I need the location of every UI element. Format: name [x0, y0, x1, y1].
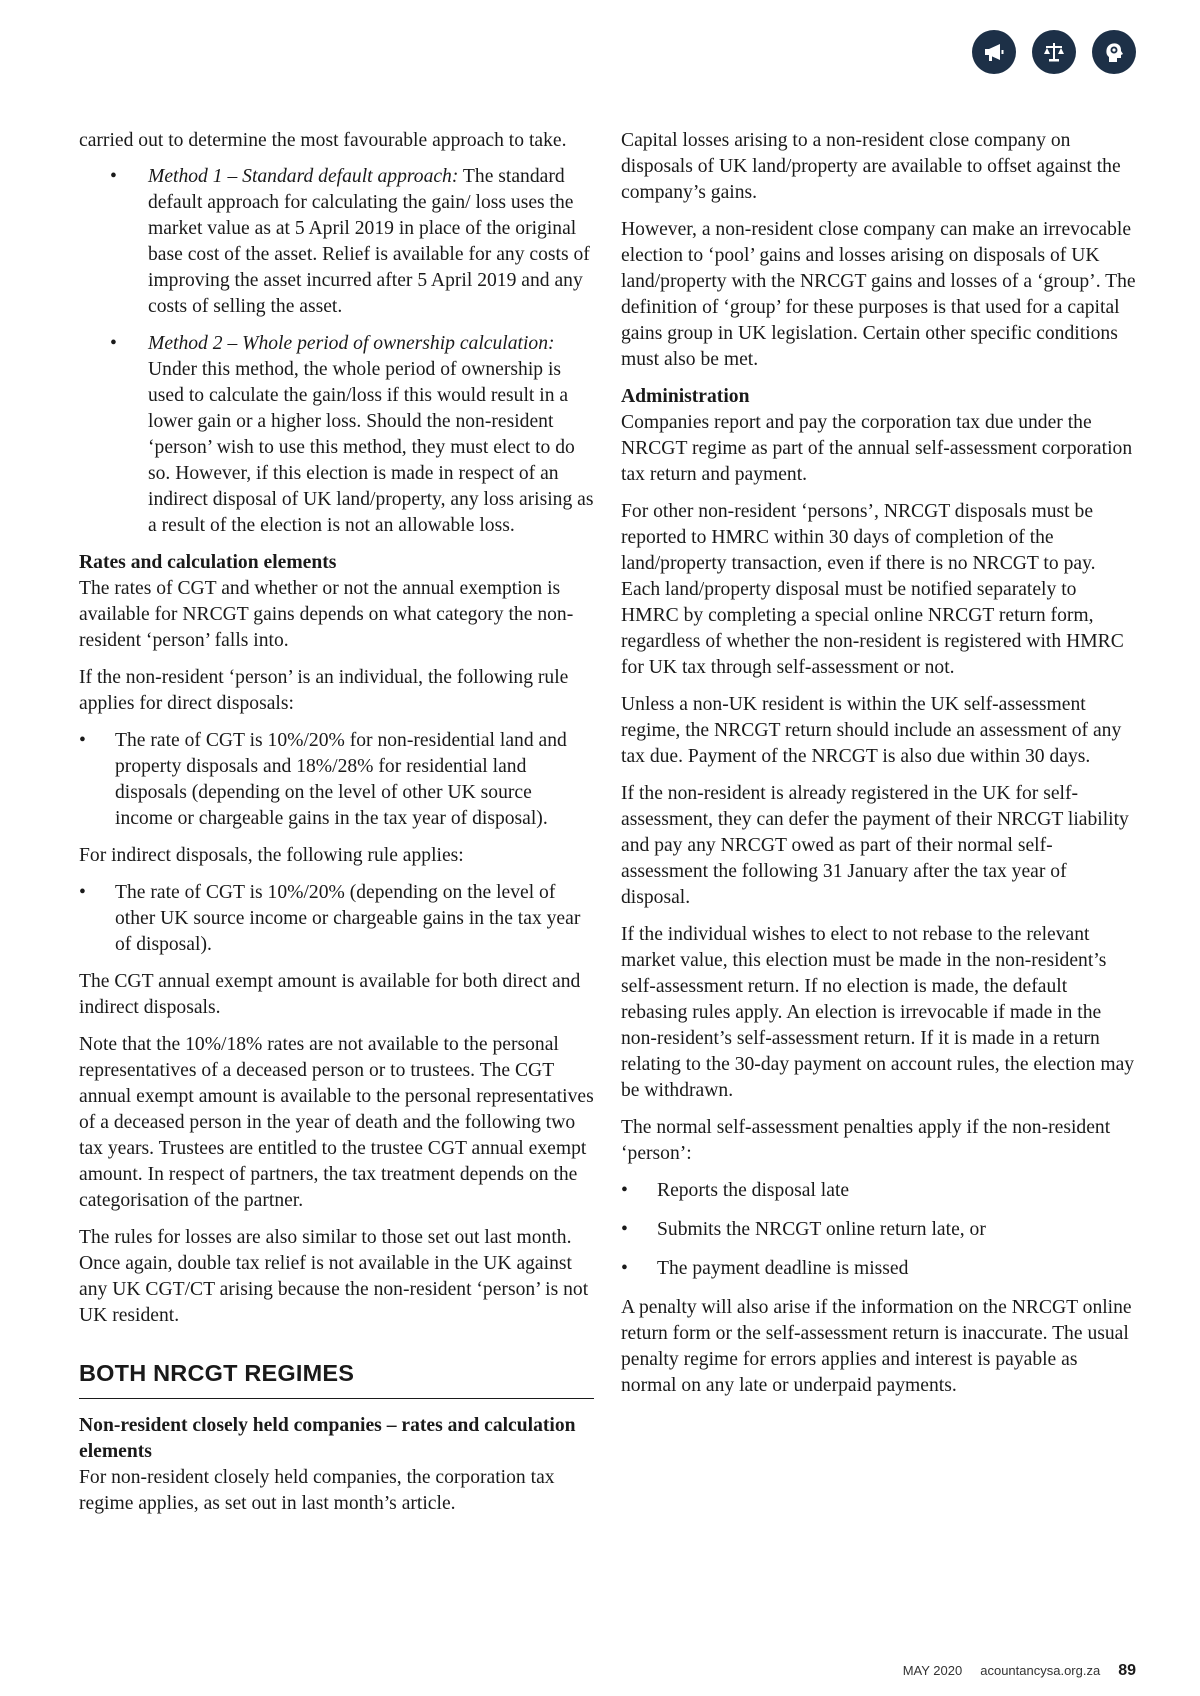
left-column: [79, 128, 594, 1528]
method-2-label: Method 2 – Whole period of ownership calculation:: [148, 333, 555, 354]
penalty-intro: The normal self-assessment penalties apply if the non-resident ‘person’:: [621, 1117, 1111, 1164]
section-heading: BOTH NRCGT REGIMES: [79, 1358, 594, 1399]
capital-losses-paragraph: Capital losses arising to a non-resident close company on disposals of UK land/property are available to offset against the company’s gains.: [621, 130, 1121, 203]
note-paragraph: Note that the 10%/18% rates are not available to the personal representatives of a deceased person or to trustees. The CGT annual exempt amount is available to the personal representatives of a deceased person in the year of death and the following two tax years. Trustees are entitled to the trustee CGT annual exempt amount. In respect of partners, the tax treatment depends on the categorisation of the partner.: [79, 1034, 594, 1211]
close-company-heading: Non-resident closely held companies – rates and calculation elements: [79, 1415, 576, 1462]
admin-paragraph-5: If the individual wishes to elect to not rebase to the relevant market value, this election must be made in the non-resident’s self-assessment return. If no election is made, the default rebasing rules apply. An election is irrevocable if made in the non-resident’s self-assessment return. If it is made in a return relating to the 30-day payment on account rules, the election may be withdrawn.: [621, 924, 1135, 1101]
list-item: • The rate of CGT is 10%/20% (depending on the level of other UK source income or chargeable gains in the tax year of disposal).: [79, 880, 594, 958]
indirect-intro: For indirect disposals, the following rule applies:: [79, 845, 464, 866]
indirect-rules-list: [79, 880, 594, 958]
page-number: 89: [1118, 1662, 1136, 1679]
megaphone-icon: [972, 30, 1016, 74]
method-1-text: The standard default approach for calculating the gain/ loss uses the market value as at 5 April 2019 in place of the original base cost of the asset. Relief is available for any costs of improving the asset incurred after 5 April 2019 and any costs of selling the asset.: [148, 166, 590, 317]
rates-paragraph-1: The rates of CGT and whether or not the annual exemption is available for NRCGT gains depends on what category the non-resident ‘person’ falls into.: [79, 578, 574, 651]
close-company-paragraph: For non-resident closely held companies, the corporation tax regime applies, as set out in last month’s article.: [79, 1467, 555, 1514]
direct-rules-list: [79, 728, 594, 832]
list-item: • The rate of CGT is 10%/20% for non-residential land and property disposals and 18%/28% for residential land disposals (depending on the level of other UK source income or chargeable gains in the tax year of disposal).: [79, 728, 594, 832]
admin-paragraph-2: For other non-resident ‘persons’, NRCGT disposals must be reported to HMRC within 30 days of completion of the land/property transaction, even if there is no NRCGT to pay. Each land/property disposal must be notified separately to HMRC by completing a special online NRCGT return form, regardless of whether the non-resident is registered with HMRC for UK tax through self-assessment or not.: [621, 501, 1124, 678]
pool-election-paragraph: However, a non-resident close company can make an irrevocable election to ‘pool’ gains and losses arising on disposals of UK land/property with the NRCGT gains and losses of a ‘group’. The definition of ‘group’ for these purposes is that used for a capital gains group in UK legislation. Certain other specific conditions must also be met.: [621, 219, 1136, 370]
rates-paragraph-2: If the non-resident ‘person’ is an individual, the following rule applies for direct disposals:: [79, 667, 569, 714]
admin-paragraph-1: Companies report and pay the corporation tax due under the NRCGT regime as part of the annual self-assessment corporation tax return and payment.: [621, 412, 1133, 485]
header-icons: [972, 30, 1136, 74]
penalties-list: [621, 1178, 1136, 1282]
scales-icon: [1032, 30, 1076, 74]
administration-heading: Administration: [621, 386, 750, 407]
right-column: [621, 128, 1136, 1410]
intro-paragraph: carried out to determine the most favourable approach to take.: [79, 130, 567, 151]
list-item: [79, 331, 594, 539]
final-paragraph: A penalty will also arise if the information on the NRCGT online return form or the self-assessment return is inaccurate. The usual penalty regime for errors applies and interest is payable as normal on any late or underpaid payments.: [621, 1297, 1132, 1396]
admin-paragraph-3: Unless a non-UK resident is within the UK self-assessment regime, the NRCGT return should include an assessment of any tax due. Payment of the NRCGT is also due within 30 days.: [621, 694, 1122, 767]
admin-paragraph-4: If the non-resident is already registered in the UK for self-assessment, they can defer the payment of their NRCGT liability and pay any NRCGT owed as part of their normal self-assessment the following 31 January after the tax year of disposal.: [621, 783, 1129, 908]
rates-heading: Rates and calculation elements: [79, 552, 337, 573]
page-footer: [903, 1662, 1136, 1680]
list-item: [79, 164, 594, 320]
method-2-text: Under this method, the whole period of ownership is used to calculate the gain/loss if this would result in a lower gain or a higher loss. Should the non-resident ‘person’ wish to use this method, they must elect to do so. However, if this election is made in respect of an indirect disposal of UK land/property, any loss arising as a result of the election is not an allowable loss.: [148, 359, 594, 536]
list-item: • Reports the disposal late: [621, 1178, 1136, 1204]
list-item: • The payment deadline is missed: [621, 1256, 1136, 1282]
issue-date: MAY 2020: [902, 1663, 963, 1678]
methods-list: [79, 164, 594, 539]
losses-paragraph: The rules for losses are also similar to those set out last month. Once again, double tax relief is not available in the UK against any UK CGT/CT arising because the non-resident ‘person’ is not UK resident.: [79, 1227, 589, 1326]
site-url: acountancysa.org.za: [980, 1663, 1101, 1678]
exempt-paragraph: The CGT annual exempt amount is available for both direct and indirect disposals.: [79, 971, 581, 1018]
list-item: • Submits the NRCGT online return late, or: [621, 1217, 1136, 1243]
head-gear-icon: [1092, 30, 1136, 74]
method-1-label: Method 1 – Standard default approach:: [148, 166, 459, 187]
